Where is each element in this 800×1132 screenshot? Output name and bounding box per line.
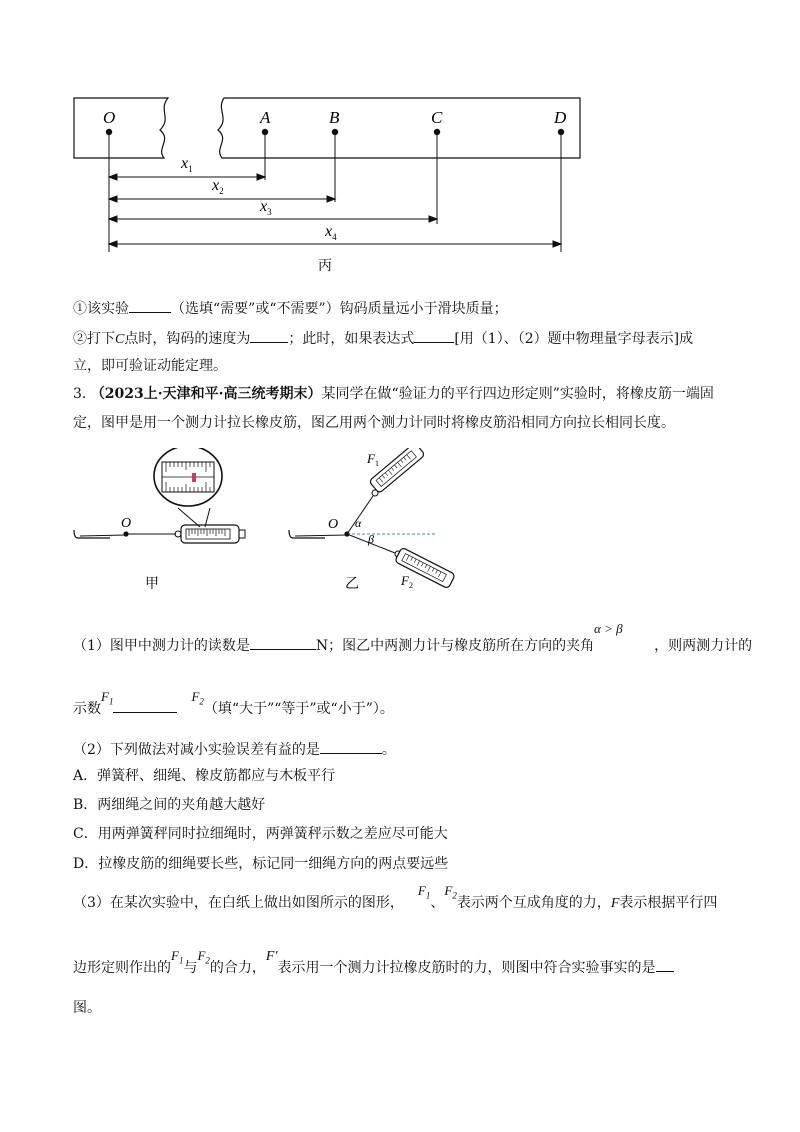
scale-pointer xyxy=(192,473,196,482)
q3-line-2: 定，图甲是用一个测力计拉长橡皮筋，图乙用两个测力计同时将橡皮筋沿相同方向拉长相同长度。 xyxy=(73,415,675,431)
option-b[interactable]: B．两细绳之间的夹角越大越好 xyxy=(73,797,266,813)
tape-left-piece xyxy=(74,98,168,158)
q2-blank-3[interactable] xyxy=(414,327,454,343)
q3-source: （2023上·天津和平·高三统考期末） xyxy=(90,386,322,402)
alpha-label: α xyxy=(355,516,362,530)
option-a[interactable]: A．弹簧秤、细绳、橡皮筋都应与木板平行 xyxy=(73,768,336,784)
q3-part1-line-1: （1）图甲中测力计的读数是 N；图乙中两测力计与橡皮筋所在方向的夹角 ，则两测力计的 xyxy=(73,634,752,656)
q2-blank-2[interactable] xyxy=(250,327,288,343)
q2-line-3: 立，即可验证动能定理。 xyxy=(73,358,227,374)
q3-part3-line-3: 图。 xyxy=(73,1000,101,1016)
point-a-label: A xyxy=(260,108,271,127)
f1-label: $F_1$ xyxy=(367,451,379,468)
q3-part1-line-2: 示数$F_1$ $F_2$（填“大于”“等于”或“小于”）。 xyxy=(73,689,394,717)
alpha-gt-beta: α > β xyxy=(594,621,623,636)
point-d-label: D xyxy=(554,108,567,127)
figure-jia-caption: 甲 xyxy=(145,576,159,592)
figure-bing-tape xyxy=(60,88,600,278)
x3-label: $x_3$ xyxy=(260,198,272,217)
q3-blank-compare[interactable] xyxy=(113,697,177,713)
jia-o-label: O xyxy=(121,516,132,531)
figure-bing-caption: 丙 xyxy=(318,258,332,274)
option-c[interactable]: C．用两弹簧秤同时拉细绳时，两弹簧秤示数之差应尽可能大 xyxy=(73,826,448,842)
x1-label: $x_1$ xyxy=(181,155,193,174)
figure-jia xyxy=(70,448,260,598)
q3-blank-part3[interactable] xyxy=(656,956,674,972)
q2-line-2: ②打下C点时，钩码的速度为 ；此时，如果表达式 [用（1）、（2）题中物理量字母表示]成 xyxy=(73,327,693,350)
figure-yi xyxy=(285,448,475,598)
q3-part3-line-1: （3）在某次实验中，在白纸上做出如图所示的图形，$F_1$、$F_2$表示两个互成角度的力，F表示根据平行四 xyxy=(73,883,718,911)
x4-label: $x_4$ xyxy=(325,223,337,242)
rubber-band xyxy=(80,535,126,536)
point-c-label: C xyxy=(431,108,443,127)
option-d[interactable]: D．拉橡皮筋的细绳要长些，标记同一细绳方向的两点要远些 xyxy=(73,856,449,872)
rubber-band xyxy=(295,535,347,536)
spring-scale-f1 xyxy=(369,448,425,493)
q3-line-1: 3. （2023上·天津和平·高三统考期末）某同学在做“验证力的平行四边形定则”实验时，将橡皮筋一端固 xyxy=(73,386,714,402)
tape-right-piece xyxy=(218,98,580,158)
yi-o-label: O xyxy=(328,517,339,532)
figure-yi-caption: 乙 xyxy=(345,576,359,592)
q3-number: 3. xyxy=(73,386,87,402)
point-b-label: B xyxy=(329,108,340,127)
q2-blank-1[interactable] xyxy=(129,297,171,313)
q3-blank-reading[interactable] xyxy=(250,634,316,650)
q2-line-1: ①该实验 （选填“需要”或“不需要”）钩码质量远小于滑块质量； xyxy=(73,297,508,319)
beta-label: β xyxy=(368,532,374,546)
point-o-label: O xyxy=(103,108,116,127)
q3-part2-question: （2）下列做法对减小实验误差有益的是 。 xyxy=(73,738,396,760)
q3-part3-line-2: 边形定则作出的$F_1$与$F_2$的合力，F′表示用一个测力计拉橡皮筋时的力，则图中符合实验事实的是 xyxy=(73,956,674,983)
x2-label: $x_2$ xyxy=(212,177,224,196)
q3-blank-part2[interactable] xyxy=(320,738,382,754)
f2-label: $F_2$ xyxy=(401,573,413,590)
